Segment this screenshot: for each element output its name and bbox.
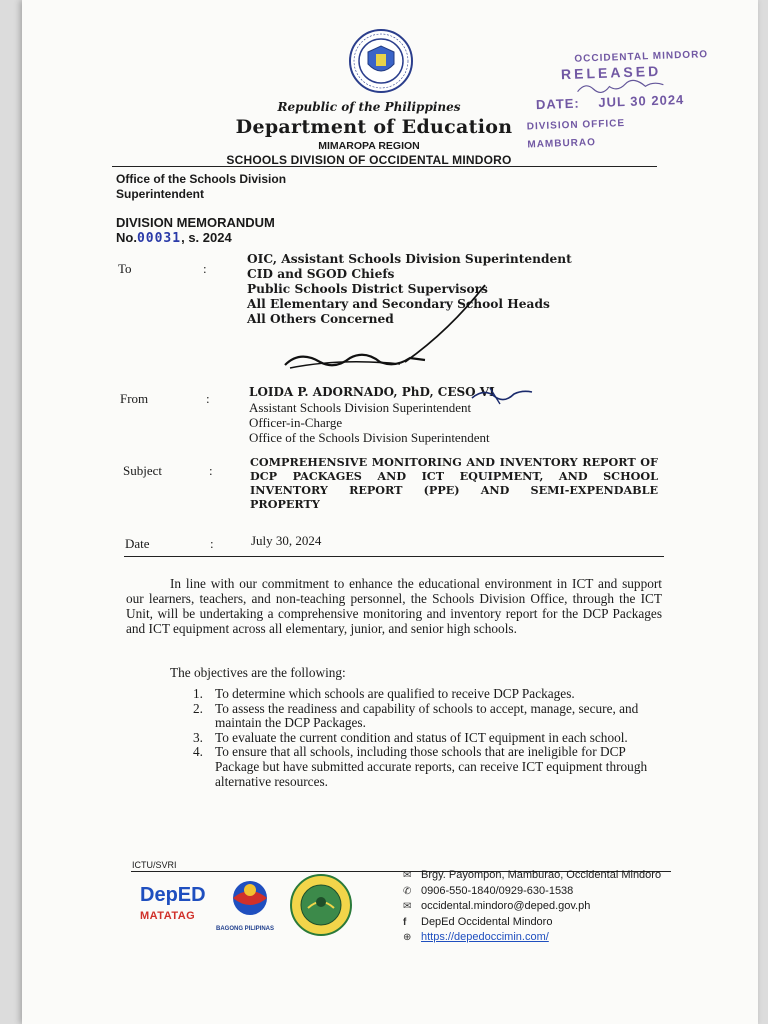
contact-phone: 0906-550-1840/0929-630-1538 [421,884,574,897]
stamp-released: RELEASED [560,62,662,83]
deped-matatag-logo [140,884,210,922]
division-heading: SCHOOLS DIVISION OF OCCIDENTAL MINDORO [226,153,512,167]
matatag-logo-text: MATATAG [140,910,196,922]
division-seal-icon [290,874,352,936]
website-link[interactable]: https://depedoccimin.com/ [421,931,549,943]
from-title-line: Office of the Schools Division Superintendent [249,430,490,445]
stamp-line5: MAMBURAO [527,137,597,151]
location-icon: ✉ [403,870,412,881]
objectives-list [193,687,665,789]
released-stamp [524,45,728,162]
recipient-item: OIC, Assistant Schools Division Superintendent [247,252,572,266]
date-label: Date [125,536,150,551]
stamp-line1: OCCIDENTAL MINDORO [574,49,709,65]
deped-seal-icon [348,28,414,94]
intro-paragraph: In line with our commitment to enhance the educational environment in ICT and support our learners, teachers, and non-teaching personnel, the Schools Division Office, through the ICT Unit, will be undertaking a comprehensive monitoring and inventory report for the DCP Packages and ICT equipment across all elementary, junior, and senior high schools. [126,576,662,636]
recipient-item: All Others Concerned [247,312,394,326]
stamp-line4: DIVISION OFFICE [526,118,626,133]
contact-list [403,868,661,946]
deped-logo-text: DepED [140,884,206,906]
reference-code: ICTU/SVRI [132,860,177,870]
signature-icon [280,280,540,380]
to-label: To [118,261,132,276]
web-icon: ⊕ [403,932,412,943]
subject-label: Subject [123,463,162,478]
stamp-date: JUL 30 2024 [598,91,685,110]
objective-item: 4. To ensure that all schools, including those schools that are ineligible for DCP Package but have submitted accurate reports, can receive ICT equipment through alternative resources. [193,744,648,789]
from-label: From [120,391,149,406]
memo-series: , s. 2024 [181,230,232,245]
subject-text: COMPREHENSIVE MONITORING AND INVENTORY REPORT OF DCP PACKAGES AND ICT EQUIPMENT, AND SCHOOL INVENTORY REPORT (PPE) AND SEMI-EXPENDABLE PROPERTY [250,455,658,511]
contact-row [403,915,661,931]
from-title-line: Assistant Schools Division Superintendent [249,400,472,415]
contact-row [403,930,661,946]
date-divider [124,556,664,557]
recipient-item: All Elementary and Secondary School Heads [247,297,550,311]
memo-no-label: No. [116,230,137,245]
to-colon: : [203,261,207,276]
contact-row [403,899,661,915]
department-heading: Department of Education [235,116,513,138]
from-colon: : [206,391,210,406]
from-titles [249,400,490,445]
objectives-heading: The objectives are the following: [170,665,346,680]
from-title-line: Officer-in-Charge [249,415,343,430]
contact-facebook: DepEd Occidental Mindoro [421,915,553,928]
republic-heading: Republic of the Philippines [277,100,461,114]
stamp-date-label: DATE: [535,95,581,113]
bagong-pilipinas-icon [222,878,278,922]
contact-email[interactable]: occidental.mindoro@deped.gov.ph [421,900,591,912]
subject-colon: : [209,463,213,478]
recipient-item: CID and SGOD Chiefs [247,267,395,281]
header-divider [112,166,657,167]
objective-item: 1. To determine which schools are qualified to receive DCP Packages. [193,686,575,701]
from-name: LOIDA P. ADORNADO, PhD, CESO VI [249,385,495,399]
memo-number: 00031 [136,231,182,246]
objective-item: 2. To assess the readiness and capability of schools to accept, manage, secure, and maintain the DCP Packages. [193,700,639,731]
email-icon: ✉ [403,901,412,912]
date-colon: : [210,536,214,551]
memo-heading [116,215,275,246]
phone-icon: ✆ [403,885,412,897]
objective-item: 3. To evaluate the current condition and status of ICT equipment in each school. [193,729,628,745]
bagong-pilipinas-text: BAGONG PILIPINAS [216,926,275,932]
office-label: Office of the Schools Division Superintendent [116,172,287,201]
contact-row [403,884,661,900]
region-heading: MIMAROPA REGION [318,140,420,152]
facebook-icon: f [403,916,407,928]
contact-address: Brgy. Payompon, Mamburao, Occidental Mindoro [421,869,662,881]
memo-title: DIVISION MEMORANDUM [116,215,275,230]
recipient-item: Public Schools District Supervisors [247,282,488,296]
contact-row [403,868,661,884]
date-value: July 30, 2024 [251,533,322,548]
